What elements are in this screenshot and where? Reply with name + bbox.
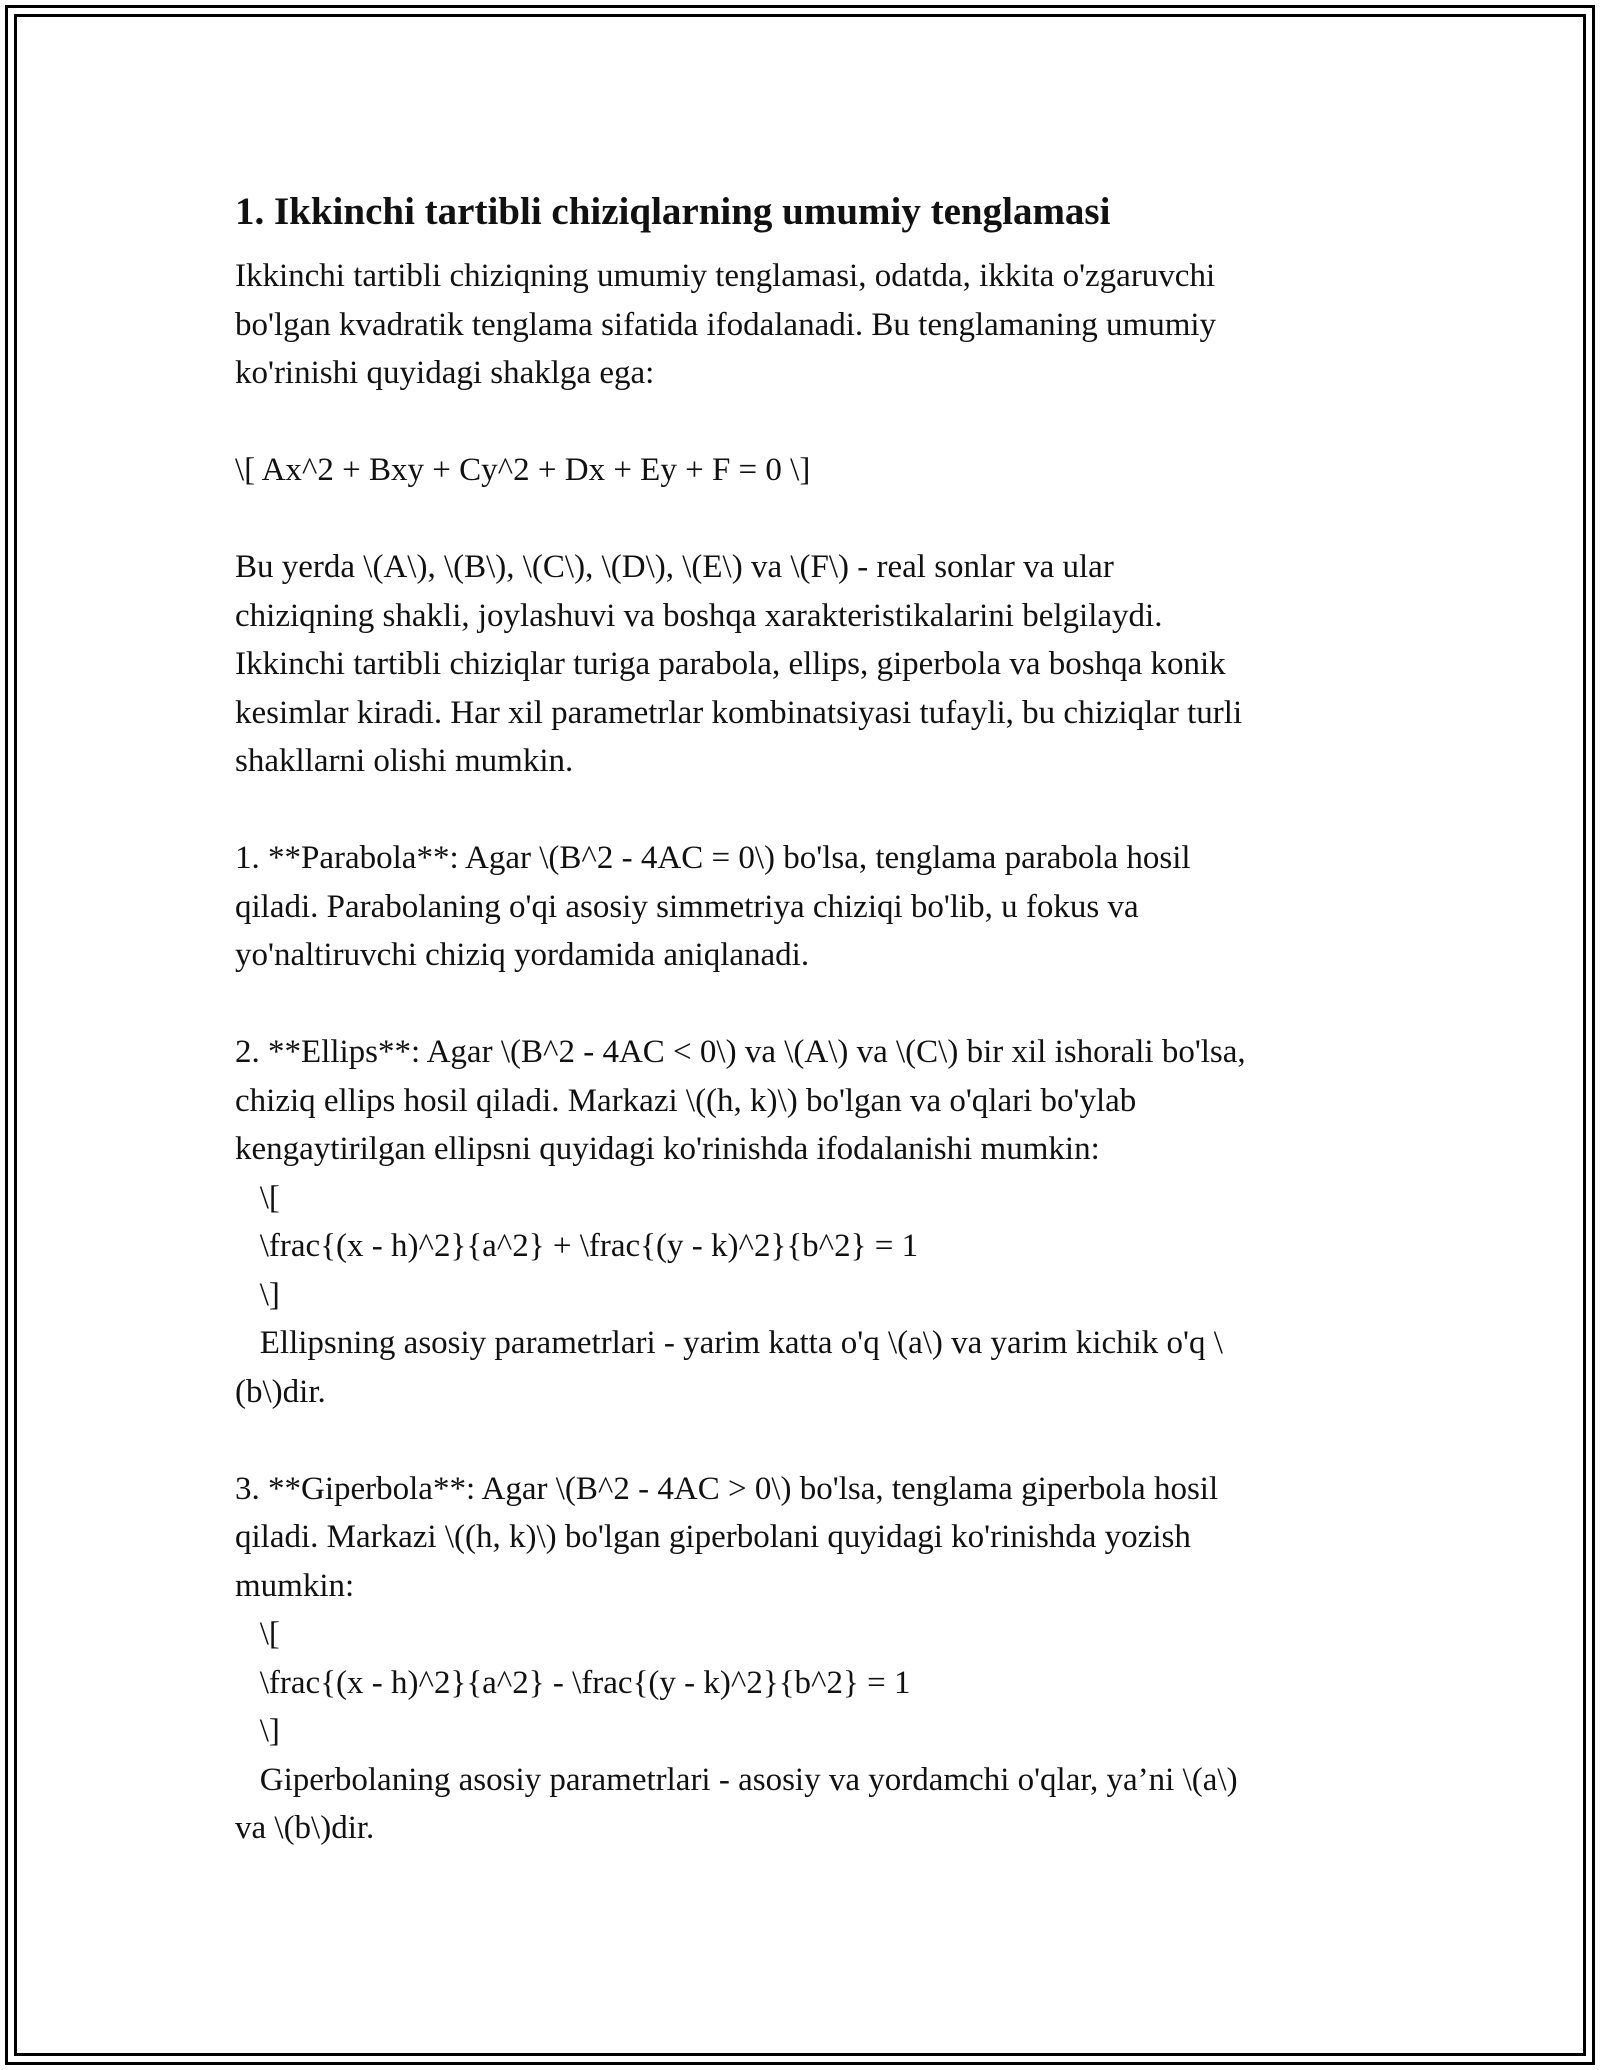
ellipse-item: 2. **Ellips**: Agar \(B^2 - 4AC < 0\) va \(A\) va \(C\) bir xil ishorali bo'lsa, chiziq ellips hosil qiladi. Markazi \((h, k)\) bo'lgan va o'qlari bo'ylab kengaytirilgan ellipsni quyidagi ko'rinishda ifodalanishi mumkin: \[ \frac{(x - h)^2}{a^2} + \frac{(y - k)^2}{b^2} = 1 \] Ellipsning asosiy parametrlari - yarim katta o'q \(a\) va yarim kichik o'q \ (b\)dir. [235,1034,1246,1410]
document-body [235,184,1375,1853]
paragraph-gap [235,495,1375,544]
coefficients-paragraph: Bu yerda \(A\), \(B\), \(C\), \(D\), \(E\) va \(F\) - real sonlar va ular chiziqning shakli, joylashuvi va boshqa xarakteristikalarini belgilaydi. Ikkinchi tartibli chiziqlar turiga parabola, ellips, giperbola va boshqa konik kesimlar kiradi. Har xil parametrlar kombinatsiyasi tufayli, bu chiziqlar turli shakllarni olishi mumkin. [235,549,1243,779]
intro-paragraph: Ikkinchi tartibli chiziqning umumiy tenglamasi, odatda, ikkita o'zgaruvchi bo'lgan kvadratik tenglama sifatida ifodalanadi. Bu tenglamaning umumiy ko'rinishi quyidagi shaklga ega: [235,258,1217,391]
paragraph-gap [235,786,1375,835]
paragraph-gap [235,980,1375,1029]
parabola-item: 1. **Parabola**: Agar \(B^2 - 4AC = 0\) bo'lsa, tenglama parabola hosil qiladi. Parabolaning o'qi asosiy simmetriya chiziqi bo'lib, u fokus va yo'naltiruvchi chiziq yordamida aniqlanadi. [235,840,1191,973]
hyperbola-item: 3. **Giperbola**: Agar \(B^2 - 4AC > 0\) bo'lsa, tenglama giperbola hosil qiladi. Markazi \((h, k)\) bo'lgan giperbolani quyidagi ko'rinishda yozish mumkin: \[ \frac{(x - h)^2}{a^2} - \frac{(y - k)^2}{b^2} = 1 \] Giperbolaning asosiy parametrlari - asosiy va yordamchi o'qlar, ya’ni \(a\) va \(b\)dir. [235,1470,1238,1846]
general-equation: \[ Ax^2 + Bxy + Cy^2 + Dx + Ey + F = 0 \] [235,452,811,488]
paragraph-gap [235,1416,1375,1465]
paragraph-gap [235,398,1375,447]
section-title: 1. Ikkinchi tartibli chiziqlarning umumiy tenglamasi [235,190,1111,233]
